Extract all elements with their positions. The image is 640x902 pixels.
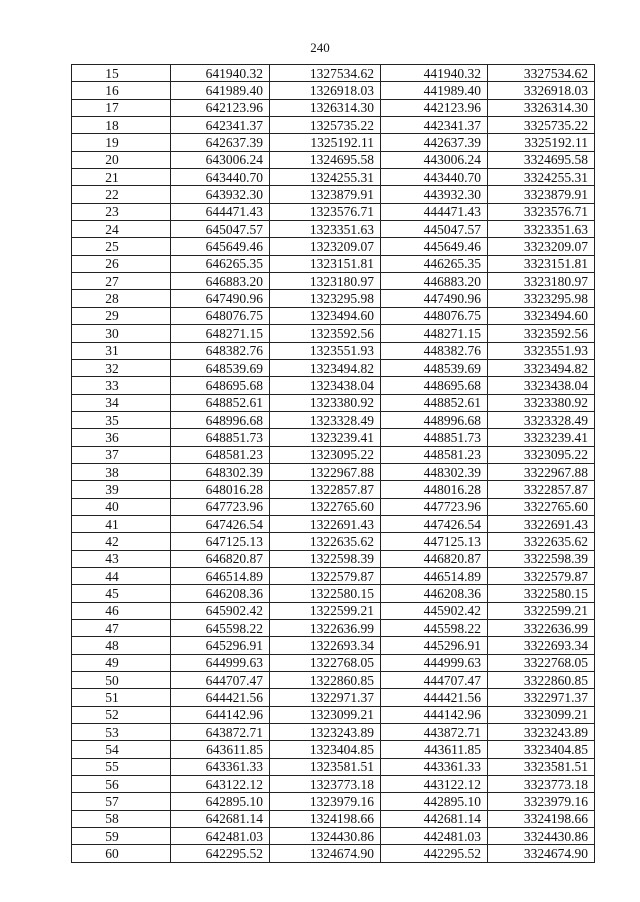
point-number-cell: 39 <box>72 481 171 498</box>
point-number-cell: 58 <box>72 810 171 827</box>
y-coordinate-alt-cell: 3322860.85 <box>488 672 595 689</box>
x-coordinate-cell: 643611.85 <box>171 741 270 758</box>
table-row <box>72 689 595 706</box>
x-coordinate-alt-cell: 442295.52 <box>381 845 488 862</box>
x-coordinate-alt-cell: 448539.69 <box>381 359 488 376</box>
x-coordinate-cell: 648302.39 <box>171 463 270 480</box>
x-coordinate-cell: 647426.54 <box>171 515 270 532</box>
y-coordinate-cell: 1324430.86 <box>270 828 381 845</box>
table-row <box>72 394 595 411</box>
point-number-cell: 54 <box>72 741 171 758</box>
table-row <box>72 203 595 220</box>
table-row <box>72 290 595 307</box>
y-coordinate-cell: 1326314.30 <box>270 99 381 116</box>
table-row <box>72 672 595 689</box>
x-coordinate-alt-cell: 446883.20 <box>381 273 488 290</box>
y-coordinate-alt-cell: 3322598.39 <box>488 550 595 567</box>
point-number-cell: 42 <box>72 533 171 550</box>
x-coordinate-alt-cell: 444471.43 <box>381 203 488 220</box>
y-coordinate-cell: 1322860.85 <box>270 672 381 689</box>
y-coordinate-alt-cell: 3325735.22 <box>488 117 595 134</box>
y-coordinate-alt-cell: 3323576.71 <box>488 203 595 220</box>
x-coordinate-cell: 643932.30 <box>171 186 270 203</box>
x-coordinate-cell: 645902.42 <box>171 602 270 619</box>
x-coordinate-alt-cell: 446265.35 <box>381 255 488 272</box>
x-coordinate-cell: 647723.96 <box>171 498 270 515</box>
x-coordinate-cell: 643122.12 <box>171 776 270 793</box>
y-coordinate-cell: 1322599.21 <box>270 602 381 619</box>
x-coordinate-alt-cell: 444999.63 <box>381 654 488 671</box>
x-coordinate-alt-cell: 443932.30 <box>381 186 488 203</box>
y-coordinate-alt-cell: 3322693.34 <box>488 637 595 654</box>
y-coordinate-alt-cell: 3324198.66 <box>488 810 595 827</box>
point-number-cell: 55 <box>72 758 171 775</box>
y-coordinate-alt-cell: 3323979.16 <box>488 793 595 810</box>
y-coordinate-alt-cell: 3326314.30 <box>488 99 595 116</box>
table-row <box>72 255 595 272</box>
y-coordinate-cell: 1323404.85 <box>270 741 381 758</box>
table-row <box>72 377 595 394</box>
point-number-cell: 49 <box>72 654 171 671</box>
x-coordinate-cell: 642681.14 <box>171 810 270 827</box>
y-coordinate-cell: 1325192.11 <box>270 134 381 151</box>
y-coordinate-cell: 1323494.82 <box>270 359 381 376</box>
y-coordinate-alt-cell: 3322971.37 <box>488 689 595 706</box>
table-row <box>72 99 595 116</box>
y-coordinate-alt-cell: 3322691.43 <box>488 515 595 532</box>
point-number-cell: 16 <box>72 82 171 99</box>
table-row <box>72 654 595 671</box>
x-coordinate-alt-cell: 442123.96 <box>381 99 488 116</box>
y-coordinate-cell: 1323576.71 <box>270 203 381 220</box>
x-coordinate-alt-cell: 445649.46 <box>381 238 488 255</box>
y-coordinate-cell: 1323581.51 <box>270 758 381 775</box>
x-coordinate-alt-cell: 444421.56 <box>381 689 488 706</box>
x-coordinate-alt-cell: 445598.22 <box>381 620 488 637</box>
point-number-cell: 40 <box>72 498 171 515</box>
x-coordinate-cell: 645296.91 <box>171 637 270 654</box>
point-number-cell: 53 <box>72 724 171 741</box>
y-coordinate-cell: 1323551.93 <box>270 342 381 359</box>
x-coordinate-cell: 648852.61 <box>171 394 270 411</box>
point-number-cell: 22 <box>72 186 171 203</box>
point-number-cell: 35 <box>72 411 171 428</box>
x-coordinate-cell: 647125.13 <box>171 533 270 550</box>
table-row <box>72 307 595 324</box>
x-coordinate-cell: 648996.68 <box>171 411 270 428</box>
x-coordinate-cell: 645649.46 <box>171 238 270 255</box>
y-coordinate-alt-cell: 3323494.82 <box>488 359 595 376</box>
x-coordinate-alt-cell: 445047.57 <box>381 221 488 238</box>
x-coordinate-cell: 643006.24 <box>171 151 270 168</box>
y-coordinate-cell: 1322971.37 <box>270 689 381 706</box>
y-coordinate-cell: 1323328.49 <box>270 411 381 428</box>
point-number-cell: 25 <box>72 238 171 255</box>
y-coordinate-alt-cell: 3323099.21 <box>488 706 595 723</box>
y-coordinate-cell: 1322691.43 <box>270 515 381 532</box>
y-coordinate-alt-cell: 3325192.11 <box>488 134 595 151</box>
table-row <box>72 359 595 376</box>
x-coordinate-cell: 642295.52 <box>171 845 270 862</box>
point-number-cell: 43 <box>72 550 171 567</box>
point-number-cell: 17 <box>72 99 171 116</box>
y-coordinate-alt-cell: 3322579.87 <box>488 567 595 584</box>
point-number-cell: 18 <box>72 117 171 134</box>
x-coordinate-cell: 642341.37 <box>171 117 270 134</box>
point-number-cell: 52 <box>72 706 171 723</box>
x-coordinate-cell: 648271.15 <box>171 325 270 342</box>
y-coordinate-alt-cell: 3323239.41 <box>488 429 595 446</box>
x-coordinate-cell: 648695.68 <box>171 377 270 394</box>
table-row <box>72 776 595 793</box>
table-row <box>72 117 595 134</box>
y-coordinate-alt-cell: 3324430.86 <box>488 828 595 845</box>
y-coordinate-cell: 1323592.56 <box>270 325 381 342</box>
table-row <box>72 446 595 463</box>
table-row <box>72 828 595 845</box>
x-coordinate-alt-cell: 442895.10 <box>381 793 488 810</box>
x-coordinate-alt-cell: 448076.75 <box>381 307 488 324</box>
point-number-cell: 33 <box>72 377 171 394</box>
y-coordinate-alt-cell: 3323151.81 <box>488 255 595 272</box>
y-coordinate-cell: 1322580.15 <box>270 585 381 602</box>
table-row <box>72 411 595 428</box>
x-coordinate-cell: 645598.22 <box>171 620 270 637</box>
table-row <box>72 498 595 515</box>
x-coordinate-alt-cell: 447426.54 <box>381 515 488 532</box>
x-coordinate-alt-cell: 445296.91 <box>381 637 488 654</box>
table-row <box>72 585 595 602</box>
point-number-cell: 60 <box>72 845 171 862</box>
y-coordinate-alt-cell: 3326918.03 <box>488 82 595 99</box>
y-coordinate-alt-cell: 3323351.63 <box>488 221 595 238</box>
point-number-cell: 56 <box>72 776 171 793</box>
y-coordinate-cell: 1323773.18 <box>270 776 381 793</box>
point-number-cell: 30 <box>72 325 171 342</box>
y-coordinate-cell: 1323380.92 <box>270 394 381 411</box>
x-coordinate-cell: 643440.70 <box>171 169 270 186</box>
x-coordinate-cell: 648539.69 <box>171 359 270 376</box>
point-number-cell: 47 <box>72 620 171 637</box>
y-coordinate-cell: 1322967.88 <box>270 463 381 480</box>
table-row <box>72 429 595 446</box>
x-coordinate-cell: 641989.40 <box>171 82 270 99</box>
x-coordinate-cell: 644471.43 <box>171 203 270 220</box>
x-coordinate-alt-cell: 441989.40 <box>381 82 488 99</box>
table-row <box>72 151 595 168</box>
point-number-cell: 38 <box>72 463 171 480</box>
table-row <box>72 186 595 203</box>
y-coordinate-cell: 1323099.21 <box>270 706 381 723</box>
y-coordinate-cell: 1322598.39 <box>270 550 381 567</box>
x-coordinate-cell: 644421.56 <box>171 689 270 706</box>
y-coordinate-alt-cell: 3324674.90 <box>488 845 595 862</box>
y-coordinate-alt-cell: 3322636.99 <box>488 620 595 637</box>
y-coordinate-cell: 1323180.97 <box>270 273 381 290</box>
x-coordinate-cell: 647490.96 <box>171 290 270 307</box>
y-coordinate-cell: 1322579.87 <box>270 567 381 584</box>
x-coordinate-alt-cell: 443872.71 <box>381 724 488 741</box>
x-coordinate-alt-cell: 446514.89 <box>381 567 488 584</box>
x-coordinate-alt-cell: 444707.47 <box>381 672 488 689</box>
x-coordinate-cell: 642481.03 <box>171 828 270 845</box>
point-number-cell: 29 <box>72 307 171 324</box>
x-coordinate-cell: 646883.20 <box>171 273 270 290</box>
point-number-cell: 41 <box>72 515 171 532</box>
x-coordinate-cell: 646208.36 <box>171 585 270 602</box>
y-coordinate-alt-cell: 3322857.87 <box>488 481 595 498</box>
x-coordinate-alt-cell: 442341.37 <box>381 117 488 134</box>
table-row <box>72 637 595 654</box>
x-coordinate-alt-cell: 443122.12 <box>381 776 488 793</box>
table-row <box>72 741 595 758</box>
table-row <box>72 706 595 723</box>
y-coordinate-cell: 1322857.87 <box>270 481 381 498</box>
y-coordinate-cell: 1322636.99 <box>270 620 381 637</box>
y-coordinate-cell: 1323243.89 <box>270 724 381 741</box>
table-row <box>72 221 595 238</box>
table-row <box>72 533 595 550</box>
coordinate-table <box>71 64 595 863</box>
x-coordinate-alt-cell: 447490.96 <box>381 290 488 307</box>
x-coordinate-cell: 641940.32 <box>171 65 270 82</box>
y-coordinate-cell: 1323295.98 <box>270 290 381 307</box>
point-number-cell: 20 <box>72 151 171 168</box>
y-coordinate-cell: 1323209.07 <box>270 238 381 255</box>
point-number-cell: 28 <box>72 290 171 307</box>
x-coordinate-alt-cell: 448852.61 <box>381 394 488 411</box>
x-coordinate-cell: 642123.96 <box>171 99 270 116</box>
x-coordinate-cell: 648851.73 <box>171 429 270 446</box>
x-coordinate-alt-cell: 448271.15 <box>381 325 488 342</box>
x-coordinate-cell: 644999.63 <box>171 654 270 671</box>
x-coordinate-alt-cell: 448016.28 <box>381 481 488 498</box>
point-number-cell: 46 <box>72 602 171 619</box>
y-coordinate-cell: 1323095.22 <box>270 446 381 463</box>
y-coordinate-alt-cell: 3323243.89 <box>488 724 595 741</box>
table-row <box>72 134 595 151</box>
x-coordinate-cell: 648016.28 <box>171 481 270 498</box>
x-coordinate-cell: 644707.47 <box>171 672 270 689</box>
y-coordinate-alt-cell: 3323095.22 <box>488 446 595 463</box>
table-row <box>72 620 595 637</box>
x-coordinate-cell: 646514.89 <box>171 567 270 584</box>
point-number-cell: 37 <box>72 446 171 463</box>
table-row <box>72 82 595 99</box>
y-coordinate-alt-cell: 3323438.04 <box>488 377 595 394</box>
table-row <box>72 793 595 810</box>
point-number-cell: 23 <box>72 203 171 220</box>
point-number-cell: 26 <box>72 255 171 272</box>
table-row <box>72 810 595 827</box>
x-coordinate-alt-cell: 442637.39 <box>381 134 488 151</box>
x-coordinate-alt-cell: 448581.23 <box>381 446 488 463</box>
x-coordinate-alt-cell: 447125.13 <box>381 533 488 550</box>
x-coordinate-cell: 646265.35 <box>171 255 270 272</box>
table-row <box>72 515 595 532</box>
x-coordinate-alt-cell: 446820.87 <box>381 550 488 567</box>
coordinate-table-body <box>72 65 595 863</box>
x-coordinate-alt-cell: 443440.70 <box>381 169 488 186</box>
y-coordinate-cell: 1325735.22 <box>270 117 381 134</box>
x-coordinate-alt-cell: 442481.03 <box>381 828 488 845</box>
y-coordinate-cell: 1323351.63 <box>270 221 381 238</box>
x-coordinate-alt-cell: 447723.96 <box>381 498 488 515</box>
y-coordinate-cell: 1322768.05 <box>270 654 381 671</box>
y-coordinate-alt-cell: 3324255.31 <box>488 169 595 186</box>
table-row <box>72 550 595 567</box>
x-coordinate-cell: 645047.57 <box>171 221 270 238</box>
y-coordinate-alt-cell: 3323551.93 <box>488 342 595 359</box>
x-coordinate-alt-cell: 441940.32 <box>381 65 488 82</box>
y-coordinate-alt-cell: 3322635.62 <box>488 533 595 550</box>
table-row <box>72 238 595 255</box>
table-row <box>72 481 595 498</box>
y-coordinate-cell: 1322693.34 <box>270 637 381 654</box>
y-coordinate-cell: 1324198.66 <box>270 810 381 827</box>
y-coordinate-alt-cell: 3323328.49 <box>488 411 595 428</box>
table-row <box>72 724 595 741</box>
y-coordinate-alt-cell: 3323209.07 <box>488 238 595 255</box>
x-coordinate-alt-cell: 448851.73 <box>381 429 488 446</box>
y-coordinate-alt-cell: 3323581.51 <box>488 758 595 775</box>
y-coordinate-cell: 1322765.60 <box>270 498 381 515</box>
y-coordinate-cell: 1323494.60 <box>270 307 381 324</box>
y-coordinate-alt-cell: 3322599.21 <box>488 602 595 619</box>
y-coordinate-alt-cell: 3327534.62 <box>488 65 595 82</box>
x-coordinate-cell: 648076.75 <box>171 307 270 324</box>
x-coordinate-alt-cell: 446208.36 <box>381 585 488 602</box>
point-number-cell: 31 <box>72 342 171 359</box>
y-coordinate-alt-cell: 3322580.15 <box>488 585 595 602</box>
y-coordinate-alt-cell: 3323494.60 <box>488 307 595 324</box>
table-row <box>72 567 595 584</box>
y-coordinate-alt-cell: 3323592.56 <box>488 325 595 342</box>
x-coordinate-cell: 643872.71 <box>171 724 270 741</box>
y-coordinate-alt-cell: 3322765.60 <box>488 498 595 515</box>
point-number-cell: 44 <box>72 567 171 584</box>
x-coordinate-alt-cell: 443006.24 <box>381 151 488 168</box>
point-number-cell: 32 <box>72 359 171 376</box>
x-coordinate-alt-cell: 442681.14 <box>381 810 488 827</box>
x-coordinate-alt-cell: 444142.96 <box>381 706 488 723</box>
table-row <box>72 758 595 775</box>
y-coordinate-alt-cell: 3323879.91 <box>488 186 595 203</box>
y-coordinate-alt-cell: 3323180.97 <box>488 273 595 290</box>
table-row <box>72 273 595 290</box>
y-coordinate-cell: 1323879.91 <box>270 186 381 203</box>
x-coordinate-alt-cell: 448302.39 <box>381 463 488 480</box>
y-coordinate-alt-cell: 3323295.98 <box>488 290 595 307</box>
table-row <box>72 169 595 186</box>
y-coordinate-alt-cell: 3323404.85 <box>488 741 595 758</box>
y-coordinate-cell: 1323151.81 <box>270 255 381 272</box>
y-coordinate-cell: 1326918.03 <box>270 82 381 99</box>
x-coordinate-cell: 643361.33 <box>171 758 270 775</box>
table-row <box>72 65 595 82</box>
x-coordinate-cell: 648581.23 <box>171 446 270 463</box>
y-coordinate-alt-cell: 3323773.18 <box>488 776 595 793</box>
point-number-cell: 27 <box>72 273 171 290</box>
x-coordinate-cell: 642637.39 <box>171 134 270 151</box>
x-coordinate-alt-cell: 448382.76 <box>381 342 488 359</box>
y-coordinate-alt-cell: 3322768.05 <box>488 654 595 671</box>
x-coordinate-cell: 642895.10 <box>171 793 270 810</box>
y-coordinate-cell: 1323239.41 <box>270 429 381 446</box>
table-row <box>72 342 595 359</box>
x-coordinate-cell: 646820.87 <box>171 550 270 567</box>
y-coordinate-cell: 1322635.62 <box>270 533 381 550</box>
y-coordinate-alt-cell: 3324695.58 <box>488 151 595 168</box>
point-number-cell: 51 <box>72 689 171 706</box>
x-coordinate-alt-cell: 445902.42 <box>381 602 488 619</box>
x-coordinate-alt-cell: 443611.85 <box>381 741 488 758</box>
x-coordinate-alt-cell: 443361.33 <box>381 758 488 775</box>
point-number-cell: 57 <box>72 793 171 810</box>
table-row <box>72 463 595 480</box>
y-coordinate-cell: 1324255.31 <box>270 169 381 186</box>
point-number-cell: 59 <box>72 828 171 845</box>
point-number-cell: 15 <box>72 65 171 82</box>
page-number: 240 <box>310 40 330 55</box>
y-coordinate-cell: 1323979.16 <box>270 793 381 810</box>
point-number-cell: 45 <box>72 585 171 602</box>
y-coordinate-cell: 1324674.90 <box>270 845 381 862</box>
point-number-cell: 19 <box>72 134 171 151</box>
table-row <box>72 845 595 862</box>
point-number-cell: 21 <box>72 169 171 186</box>
y-coordinate-cell: 1327534.62 <box>270 65 381 82</box>
point-number-cell: 36 <box>72 429 171 446</box>
y-coordinate-alt-cell: 3322967.88 <box>488 463 595 480</box>
y-coordinate-alt-cell: 3323380.92 <box>488 394 595 411</box>
point-number-cell: 24 <box>72 221 171 238</box>
x-coordinate-alt-cell: 448695.68 <box>381 377 488 394</box>
y-coordinate-cell: 1323438.04 <box>270 377 381 394</box>
point-number-cell: 50 <box>72 672 171 689</box>
x-coordinate-cell: 648382.76 <box>171 342 270 359</box>
point-number-cell: 48 <box>72 637 171 654</box>
table-row <box>72 602 595 619</box>
x-coordinate-cell: 644142.96 <box>171 706 270 723</box>
y-coordinate-cell: 1324695.58 <box>270 151 381 168</box>
table-row <box>72 325 595 342</box>
x-coordinate-alt-cell: 448996.68 <box>381 411 488 428</box>
point-number-cell: 34 <box>72 394 171 411</box>
